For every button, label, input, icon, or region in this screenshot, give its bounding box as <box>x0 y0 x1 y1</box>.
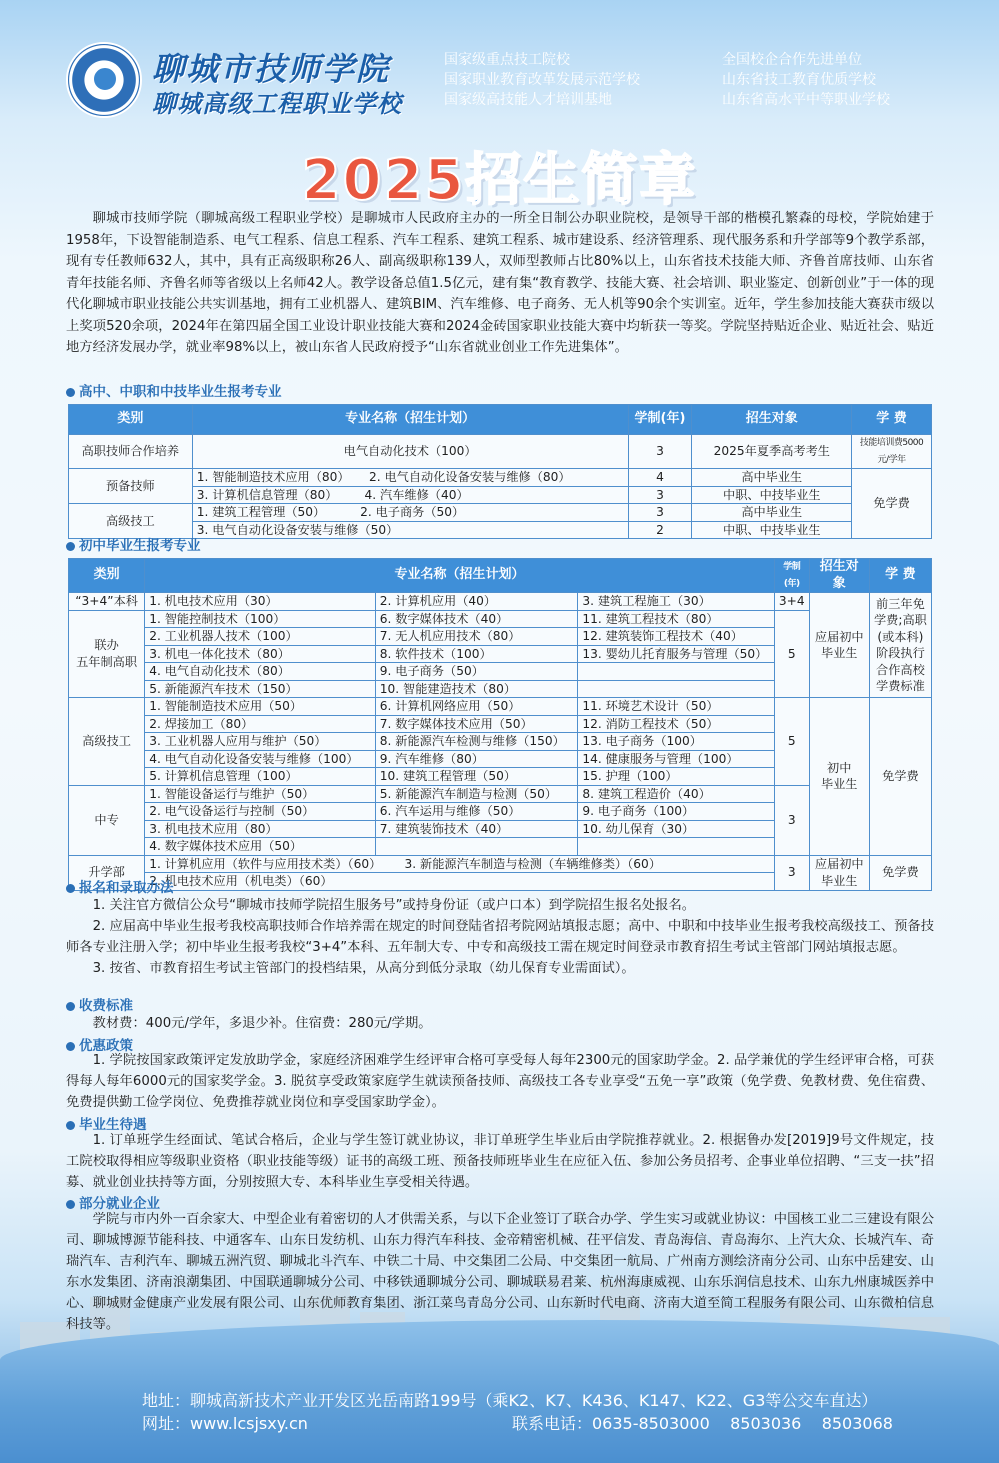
senior-majors-table <box>68 404 932 539</box>
cell-major: 1. 智能制造技术应用（50） <box>145 698 376 716</box>
cell-major: 3. 建筑工程施工（30） <box>578 593 775 611</box>
cell-years: 2 <box>628 521 692 539</box>
table-row <box>69 435 932 469</box>
section-title-senior: 高中、中职和中技毕业生报考专业 <box>66 380 282 400</box>
cell-major: 1. 智能设备运行与维护（50） <box>145 785 376 803</box>
cell-category: 高职技师合作培养 <box>69 435 193 469</box>
honor-item: 山东省高水平中等职业学校 <box>722 92 890 108</box>
fee-section <box>66 1013 934 1034</box>
cell-major: 8. 建筑工程造价（40） <box>578 785 775 803</box>
table-row <box>69 469 932 487</box>
apply-section <box>66 895 934 979</box>
section-title-apply: 报名和录取办法 <box>66 876 174 896</box>
honor-item: 山东省技工教育优质学校 <box>722 72 876 88</box>
header-years: 学制(年) <box>774 559 809 593</box>
cell-years: 3 <box>774 855 809 890</box>
footer-phone: 联系电话：0635-8503000 8503036 8503068 <box>512 1414 893 1433</box>
cell-major: 13. 电子商务（100） <box>578 733 775 751</box>
table-row <box>69 610 932 628</box>
cell-major: 8. 软件技术（100） <box>375 645 578 663</box>
section-title-fee: 收费标准 <box>66 994 133 1014</box>
cell-major: 2. 工业机器人技术（100） <box>145 628 376 646</box>
junior-majors-table <box>68 558 932 891</box>
header-category: 类别 <box>69 405 193 435</box>
cell-major: 3. 电气自动化设备安装与维修（50） <box>192 521 628 539</box>
cell-major: 1. 智能制造技术应用（80） 2. 电气自动化设备安装与维修（80） <box>192 469 628 487</box>
cell-target: 应届初中 毕业生 <box>809 593 869 698</box>
page-title <box>0 136 999 216</box>
cell-fee: 免学费 <box>869 698 931 856</box>
bullet-icon <box>66 388 75 397</box>
cell-major: 1. 智能控制技术（100） <box>145 610 376 628</box>
cell-major: 3. 计算机信息管理（80） 4. 汽车维修（40） <box>192 486 628 504</box>
cell-years: 3 <box>628 504 692 522</box>
cell-major: 5. 新能源汽车制造与检测（50） <box>375 785 578 803</box>
cell-major <box>375 838 578 856</box>
honor-item: 国家职业教育改革发展示范学校 <box>444 72 640 88</box>
cell-major: 6. 汽车运用与维修（50） <box>375 803 578 821</box>
bullet-icon <box>66 542 75 551</box>
cell-category: 升学部 <box>69 855 145 890</box>
enterprises-text: 学院与市内外一百余家大、中型企业有着密切的人才供需关系，与以下企业签订了联合办学、学生实习或就业协议：中国核工业二三建设有限公司、聊城博源节能科技、中通客车、山东日发纺机、山东力得汽车科技、金帝精密机械、茌平信发、青岛海信、青岛海尔、上汽大众、长城汽车、奇瑞汽车、吉利汽车、聊城五洲汽贸、聊城北斗汽车、中铁二十局、中交集团二公局、中交集团一航局、广州南方测绘济南分公司、山东中岳建安、山东水发集团、济南浪潮集团、中国联通聊城分公司、中移铁通聊城分公司、聊城联易君莱、杭州海康威视、山东乐润信息技术、山东九州康城医养中心、聊城财金健康产业发展有限公司、山东优师教育集团、浙江菜鸟青岛分公司、山东新时代电商、济南大道至简工程服务有限公司、山东微柏信息科技等。 <box>66 1212 934 1332</box>
school-name: 聊城市技师学院 <box>152 50 391 88</box>
honors-right <box>722 50 890 110</box>
cell-major: 10. 智能建造技术（80） <box>375 680 578 698</box>
cell-major: 2. 计算机应用（40） <box>375 593 578 611</box>
fee-text: 教材费：400元/学年，多退少补。住宿费：280元/学期。 <box>92 1016 432 1031</box>
header <box>0 0 999 130</box>
cell-category: 预备技师 <box>69 469 193 504</box>
honor-item: 国家级高技能人才培训基地 <box>444 92 612 108</box>
cell-major: 10. 幼儿保育（30） <box>578 820 775 838</box>
cell-major: 13. 婴幼儿托育服务与管理（50） <box>578 645 775 663</box>
table-row <box>69 504 932 522</box>
bullet-icon <box>66 884 75 893</box>
cell-fee: 免学费 <box>852 469 932 539</box>
cell-fee: 前三年免 学费;高职 (或本科) 阶段执行 合作高校 学费标准 <box>869 593 931 698</box>
header-category: 类别 <box>69 559 145 593</box>
title-word: 招生简章 <box>465 148 698 213</box>
cell-major: 9. 电子商务（100） <box>578 803 775 821</box>
table-row <box>69 855 932 873</box>
table-row <box>69 593 932 611</box>
cell-fee: 免学费 <box>869 855 931 890</box>
section-title-graduates: 毕业生待遇 <box>66 1113 147 1133</box>
cell-major <box>578 838 775 856</box>
cell-years: 3 <box>774 785 809 855</box>
cell-years: 5 <box>774 698 809 786</box>
cell-major: 3. 机电技术应用（80） <box>145 820 376 838</box>
cell-category: 中专 <box>69 785 145 855</box>
header-years: 学制(年) <box>628 405 692 435</box>
cell-major: 2. 电气设备运行与控制（50） <box>145 803 376 821</box>
table-header-row <box>69 405 932 435</box>
globe-icon <box>92 66 118 92</box>
cell-major: 12. 消防工程技术（50） <box>578 715 775 733</box>
section-title-junior: 初中毕业生报考专业 <box>66 534 201 554</box>
title-year: 2025 <box>301 148 466 213</box>
cell-category: 高级技工 <box>69 698 145 786</box>
cell-years: 4 <box>628 469 692 487</box>
cell-major: 6. 计算机网络应用（50） <box>375 698 578 716</box>
section-title-policy: 优惠政策 <box>66 1034 133 1054</box>
cell-years: 3 <box>628 435 692 469</box>
cell-major: 5. 计算机信息管理（100） <box>145 768 376 786</box>
cell-years: 3+4 <box>774 593 809 611</box>
header-target: 招生对象 <box>809 559 869 593</box>
cell-major: 10. 建筑工程管理（50） <box>375 768 578 786</box>
apply-item-2: 2. 应届高中毕业生报考我校高职技师合作培养需在规定的时间登陆省招考院网站填报志愿；高中、中职和中技毕业生报考我校高级技工、预备技师各专业注册入学；初中毕业生报考我校“3+4”本科、五年制大专、中专和高级技工需在规定时间登录市教育招生考试主管部门网站填报志愿。 <box>66 919 934 955</box>
cell-category: 联办 五年制高职 <box>69 610 145 698</box>
cell-major: 3. 机电一体化技术（80） <box>145 645 376 663</box>
cell-major: 14. 健康服务与管理（100） <box>578 750 775 768</box>
table-header-row <box>69 559 932 593</box>
cell-major: 4. 数字媒体技术应用（50） <box>145 838 376 856</box>
header-major: 专业名称（招生计划） <box>192 405 628 435</box>
cell-major <box>578 663 775 681</box>
table-row <box>69 698 932 716</box>
cell-major: 6. 数字媒体技术（40） <box>375 610 578 628</box>
honors-left <box>444 50 640 110</box>
header-target: 招生对象 <box>692 405 852 435</box>
apply-item-3: 3. 按省、市教育招生考试主管部门的投档结果，从高分到低分录取（幼儿保育专业需面试）。 <box>92 961 635 976</box>
enterprises-section <box>66 1209 934 1335</box>
cell-major: 1. 建筑工程管理（50） 2. 电子商务（50） <box>192 504 628 522</box>
cell-major <box>578 680 775 698</box>
header-fee: 学 费 <box>869 559 931 593</box>
school-logo <box>66 42 142 118</box>
cell-major: 12. 建筑装饰工程技术（40） <box>578 628 775 646</box>
cell-target: 高中毕业生 <box>692 469 852 487</box>
cell-major: 9. 汽车维修（80） <box>375 750 578 768</box>
cell-major: 9. 电子商务（50） <box>375 663 578 681</box>
cell-major: 8. 新能源汽车检测与维修（150） <box>375 733 578 751</box>
apply-item-1: 1. 关注官方微信公众号“聊城市技师学院招生服务号”或持身份证（或户口本）到学院招生报名处报名。 <box>92 898 696 913</box>
cell-major: 15. 护理（100） <box>578 768 775 786</box>
table-row <box>69 785 932 803</box>
cell-target: 中职、中技毕业生 <box>692 521 852 539</box>
cell-major: 3. 工业机器人应用与维护（50） <box>145 733 376 751</box>
intro-paragraph: 聊城市技师学院（聊城高级工程职业学校）是聊城市人民政府主办的一所全日制公办职业院校，是领导干部的楷模孔繁森的母校，学院始建于1958年，下设智能制造系、电气工程系、信息工程系、汽车工程系、建筑工程系、城市建设系、经济管理系、现代服务系和升学部等9个教学系部，现有专任教师632人，其中，具有正高级职称26人、副高级职称139人，双师型教师占比80%以上，山东省技术技能大师、齐鲁首席技师、山东省青年技能名师、齐鲁名师等省级以上名师42人。教学设备总值1.5亿元，建有集“教育教学、技能大赛、社会培训、职业鉴定、创新创业”于一体的现代化聊城市职业技能公共实训基地，拥有工业机器人、建筑BIM、汽车维修、电子商务、无人机等90余个实训室。近年，学生参加技能大赛获市级以上奖项520余项，2024年在第四届全国工业设计职业技能大赛和2024金砖国家职业技能大赛中均斩获一等奖。学院坚持贴近企业、贴近社会、贴近地方经济发展办学，就业率98%以上，被山东省人民政府授予“山东省就业创业工作先进集体”。 <box>66 211 934 355</box>
cell-target: 应届初中 毕业生 <box>809 855 869 890</box>
cell-major: 7. 建筑装饰技术（40） <box>375 820 578 838</box>
school-subname: 聊城高级工程职业学校 <box>152 89 402 118</box>
honor-item: 国家级重点技工院校 <box>444 52 570 68</box>
cell-target: 中职、中技毕业生 <box>692 486 852 504</box>
policy-text: 1. 学院按国家政策评定发放助学金，家庭经济困难学生经评审合格可享受每人每年2300元的国家助学金。2. 品学兼优的学生经评审合格，可获得每人每年6000元的国家奖学金。3. 脱贫享受政策家庭学生就读预备技师、高级技工各专业享受“五免一享”政策（免学费、免教材费、免住宿费、免费提供勤工俭学岗位、免费推荐就业岗位和享受国家助学金）。 <box>66 1053 934 1110</box>
section-title-enterprises: 部分就业企业 <box>66 1192 160 1212</box>
cell-years: 3 <box>628 486 692 504</box>
cell-fee: 技能培训费5000元/学年 <box>852 435 932 469</box>
cell-major: 11. 环境艺术设计（50） <box>578 698 775 716</box>
cell-major: 4. 电气自动化设备安装与维修（100） <box>145 750 376 768</box>
cell-major: 5. 新能源汽车技术（150） <box>145 680 376 698</box>
footer-address: 地址：聊城高新技术产业开发区光岳南路199号（乘K2、K7、K436、K147、K22、G3等公交车直达） <box>142 1391 878 1410</box>
cell-major: 11. 建筑工程技术（80） <box>578 610 775 628</box>
graduates-text: 1. 订单班学生经面试、笔试合格后，企业与学生签订就业协议，非订单班学生毕业后由学院推荐就业。2. 根据鲁办发[2019]9号文件规定，技工院校取得相应等级职业资格（职业技能等级）证书的高级工班、预备技师班毕业生在应征入伍、参加公务员招考、企事业单位招聘、“三支一扶”招募、就业创业扶持等方面，分别按照大专、本科毕业生享受相关待遇。 <box>66 1133 934 1190</box>
bullet-icon <box>66 1002 75 1011</box>
header-major: 专业名称（招生计划） <box>145 559 775 593</box>
cell-major: 2. 焊接加工（80） <box>145 715 376 733</box>
graduates-section <box>66 1130 934 1193</box>
cell-years: 5 <box>774 610 809 698</box>
cell-major: 1. 机电技术应用（30） <box>145 593 376 611</box>
cell-target: 2025年夏季高考考生 <box>692 435 852 469</box>
cell-target: 高中毕业生 <box>692 504 852 522</box>
cell-major: 7. 数字媒体技术应用（50） <box>375 715 578 733</box>
cell-major: 4. 电气自动化技术（80） <box>145 663 376 681</box>
cell-major: 电气自动化技术（100） <box>192 435 628 469</box>
policy-section <box>66 1050 934 1113</box>
bullet-icon <box>66 1121 75 1130</box>
header-fee: 学 费 <box>852 405 932 435</box>
cell-major: 7. 无人机应用技术（80） <box>375 628 578 646</box>
cell-target: 初中 毕业生 <box>809 698 869 856</box>
cell-major: 2. 机电技术应用（机电类）（60） <box>145 873 775 891</box>
footer-website: 网址：www.lcsjsxy.cn <box>142 1414 308 1433</box>
table-row <box>69 486 932 504</box>
bullet-icon <box>66 1200 75 1209</box>
cell-major: 1. 计算机应用（软件与应用技术类）（60） 3. 新能源汽车制造与检测（车辆维修类）（60） <box>145 855 775 873</box>
cell-category: “3+4”本科 <box>69 593 145 611</box>
cell-category: 高级技工 <box>69 504 193 539</box>
honor-item: 全国校企合作先进单位 <box>722 52 862 68</box>
